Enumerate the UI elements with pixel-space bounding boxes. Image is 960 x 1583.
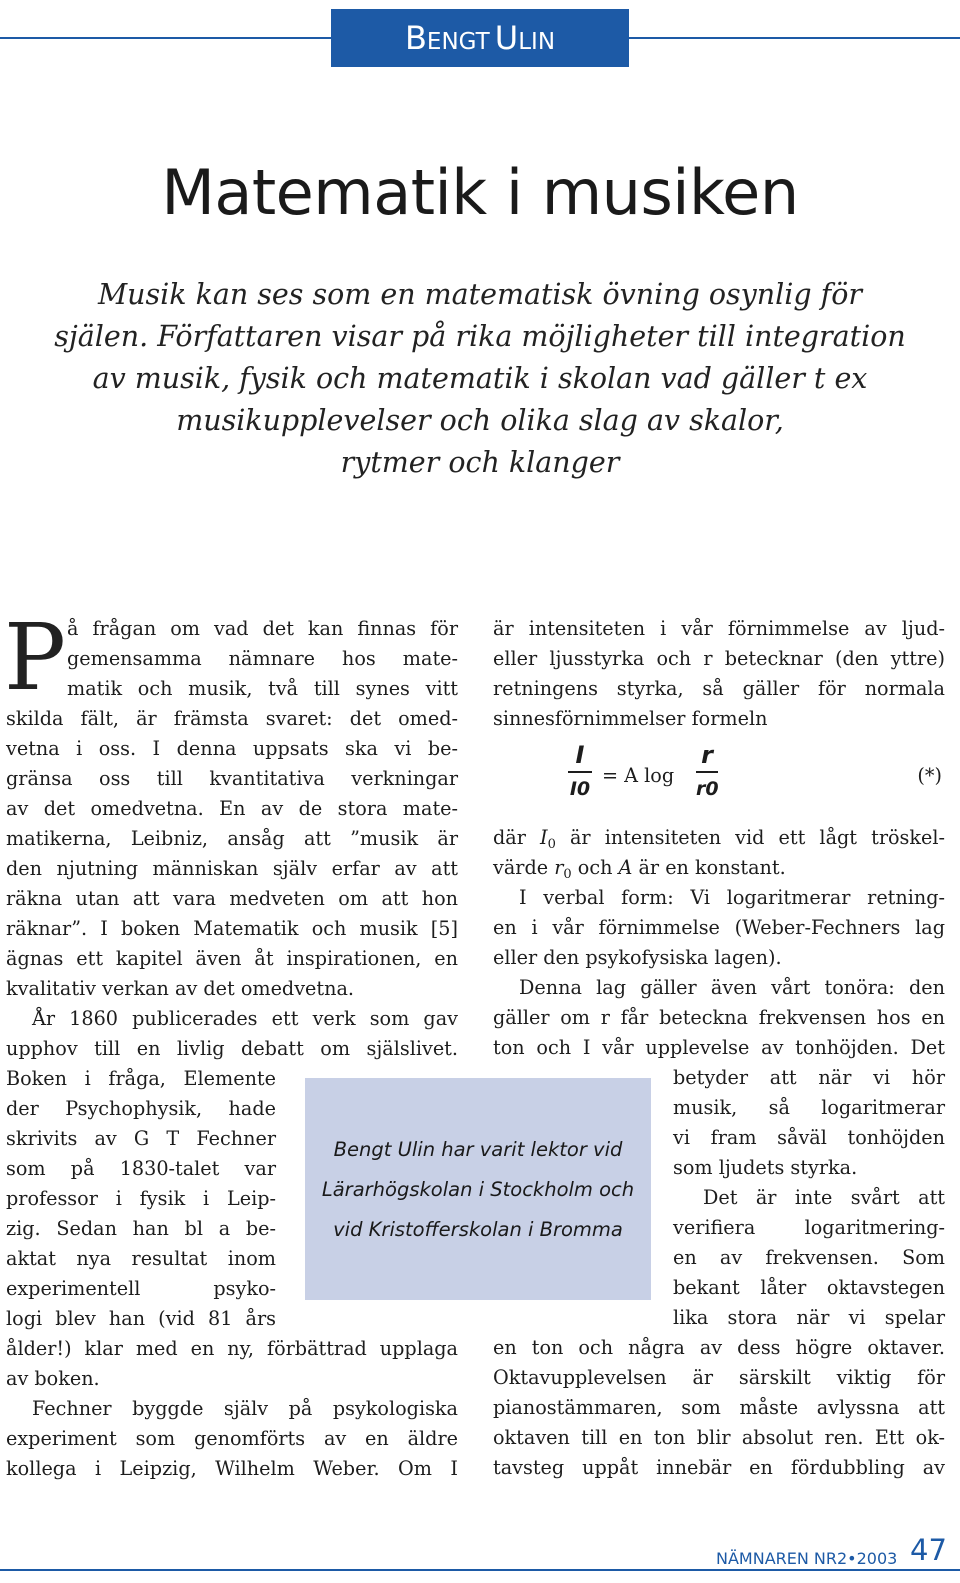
- text-line: År 1860 publicerades ett verk som gav: [32, 1007, 458, 1030]
- lead-line: rytmer och klanger: [340, 446, 620, 479]
- formula-fraction-left: I I0: [569, 741, 591, 800]
- lead-line: musikupplevelser och olika slag av skalor,: [176, 404, 784, 437]
- text-line: som ljudets styrka.: [673, 1156, 858, 1179]
- text-line: Oktavupplevelsen är särskilt viktig för: [493, 1366, 945, 1389]
- text-line: retningens styrka, så gäller för normala: [493, 677, 945, 700]
- right-column-narrow: [673, 1063, 945, 1333]
- lead-line: av musik, fysik och matematik i skolan vad gäller t ex: [92, 362, 868, 395]
- text-line: kvalitativ verkan av det omedvetna.: [6, 977, 355, 1000]
- text-line: gränsa oss till kvantitativa verkningar: [6, 767, 458, 790]
- text-line: av det omedvetna. En av de stora mate-: [6, 797, 458, 820]
- right-column-mid: [493, 823, 945, 1063]
- formula-weber-fechner: [568, 742, 948, 822]
- text-line: verifiera logaritmering-: [673, 1216, 945, 1239]
- author-bio-line: Lärarhögskolan i Stockholm och: [321, 1178, 635, 1201]
- text-line: eller den psykofysiska lagen).: [493, 946, 782, 969]
- author-bio-box: [305, 1078, 651, 1300]
- left-column-main: [6, 704, 458, 1064]
- text-line: ägnas ett kapitel även åt inspirationen, en: [6, 947, 458, 970]
- text-line: sinnesförnimmelser formeln: [493, 707, 768, 730]
- text-line: aktat nya resultat inom: [6, 1247, 276, 1270]
- text-line: musik, så logaritmerar: [673, 1096, 945, 1119]
- header-rule-left: [0, 37, 331, 39]
- text-line: gemensamma nämnare hos mate-: [67, 647, 458, 670]
- text-line: ton och I vår upplevelse av tonhöjden. Det: [493, 1036, 945, 1059]
- drop-cap: P: [4, 604, 66, 711]
- lead-line: Musik kan ses som en matematisk övning osynlig för: [98, 278, 862, 311]
- author-bio-line: Bengt Ulin har varit lektor vid: [333, 1138, 623, 1161]
- text-line: logi blev han (vid 81 års: [6, 1307, 276, 1330]
- text-line: bekant låter oktavstegen: [673, 1276, 945, 1299]
- text-line: experiment som genomförts av en äldre: [6, 1427, 458, 1450]
- text-line: der Psychophysik, hade: [6, 1097, 276, 1120]
- formula-tag: (*): [917, 764, 942, 787]
- text-line: eller ljusstyrka och r betecknar (den yttre): [493, 647, 945, 670]
- formula-middle: = A log: [602, 764, 675, 787]
- text-line: ålder!) klar med en ny, förbättrad upplaga: [6, 1337, 458, 1360]
- text-line: matikerna, Leibniz, ansåg att ”musik är: [6, 827, 458, 850]
- author-bio-line: vid Kristofferskolan i Bromma: [333, 1218, 623, 1241]
- lead-line: själen. Författaren visar på rika möjligheter till integration: [54, 320, 906, 353]
- header-rule-right: [629, 37, 960, 39]
- text-line: upphov till en livlig debatt om själslivet.: [6, 1037, 458, 1060]
- text-line: oktaven till en ton blir absolut ren. Ett ok-: [493, 1426, 945, 1449]
- right-column-bottom: [493, 1333, 945, 1483]
- text-line: tavsteg uppåt innebär en fördubbling av: [493, 1456, 945, 1479]
- footer-rule: [0, 1569, 960, 1571]
- left-column-narrow: [6, 1064, 276, 1334]
- text-line: Boken i fråga, Elemente: [6, 1067, 276, 1090]
- text-line: är intensiteten i vår förnimmelse av ljud-: [493, 617, 945, 640]
- text-line: matik och musik, två till synes vitt: [67, 677, 458, 700]
- text-line: räkna utan att vara medveten om att hon: [6, 887, 458, 910]
- text-line: där $I_0$ är intensiteten vid ett lågt tröskel-: [493, 826, 945, 852]
- text-line: en i vår förnimmelse (Weber-Fechners lag: [493, 916, 945, 939]
- text-line: av boken.: [6, 1367, 100, 1390]
- article-title: Matematik i musiken: [161, 156, 799, 229]
- text-line: professor i fysik i Leip-: [6, 1187, 276, 1210]
- text-line: kollega i Leipzig, Wilhelm Weber. Om I: [6, 1457, 458, 1480]
- text-line: vetna i oss. I denna uppsats ska vi be-: [6, 737, 458, 760]
- text-line: Fechner byggde själv på psykologiska: [32, 1397, 458, 1420]
- text-line: zig. Sedan han bl a be-: [6, 1217, 276, 1240]
- text-line: den njutning människan själv erfar av att: [6, 857, 458, 880]
- left-column-bottom: [6, 1334, 458, 1484]
- page-number: 47: [910, 1533, 947, 1567]
- left-column-top: [67, 614, 458, 704]
- text-line: Det är inte svårt att: [703, 1186, 945, 1209]
- article-lead: [40, 274, 920, 484]
- text-line: experimentell psyko-: [6, 1277, 276, 1300]
- author-banner: BENGT ULIN: [331, 9, 629, 67]
- text-line: värde $r_0$ och A är en konstant.: [493, 856, 786, 882]
- text-line: vi fram såväl tonhöjden: [673, 1126, 945, 1149]
- text-line: gäller om r får beteckna frekvensen hos en: [493, 1006, 945, 1029]
- text-line: skrivits av G T Fechner: [6, 1127, 276, 1150]
- right-column-top: [493, 614, 945, 734]
- formula-fraction-right: r r0: [696, 741, 719, 800]
- text-line: räknar”. I boken Matematik och musik [5]: [6, 917, 458, 940]
- text-line: Denna lag gäller även vårt tonöra: den: [519, 976, 945, 999]
- journal-name: NÄMNAREN NR2•2003: [716, 1549, 898, 1568]
- text-line: å frågan om vad det kan finnas för: [67, 617, 458, 640]
- text-line: som på 1830-talet var: [6, 1157, 276, 1180]
- text-line: skilda fält, är främsta svaret: det omed-: [6, 707, 458, 730]
- text-line: en av frekvensen. Som: [673, 1246, 945, 1269]
- text-line: en ton och några av dess högre oktaver.: [493, 1336, 945, 1359]
- text-line: lika stora när vi spelar: [673, 1306, 945, 1329]
- text-line: betyder att när vi hör: [673, 1066, 945, 1089]
- text-line: pianostämmaren, som måste avlyssna att: [493, 1396, 945, 1419]
- text-line: I verbal form: Vi logaritmerar retning-: [519, 886, 945, 909]
